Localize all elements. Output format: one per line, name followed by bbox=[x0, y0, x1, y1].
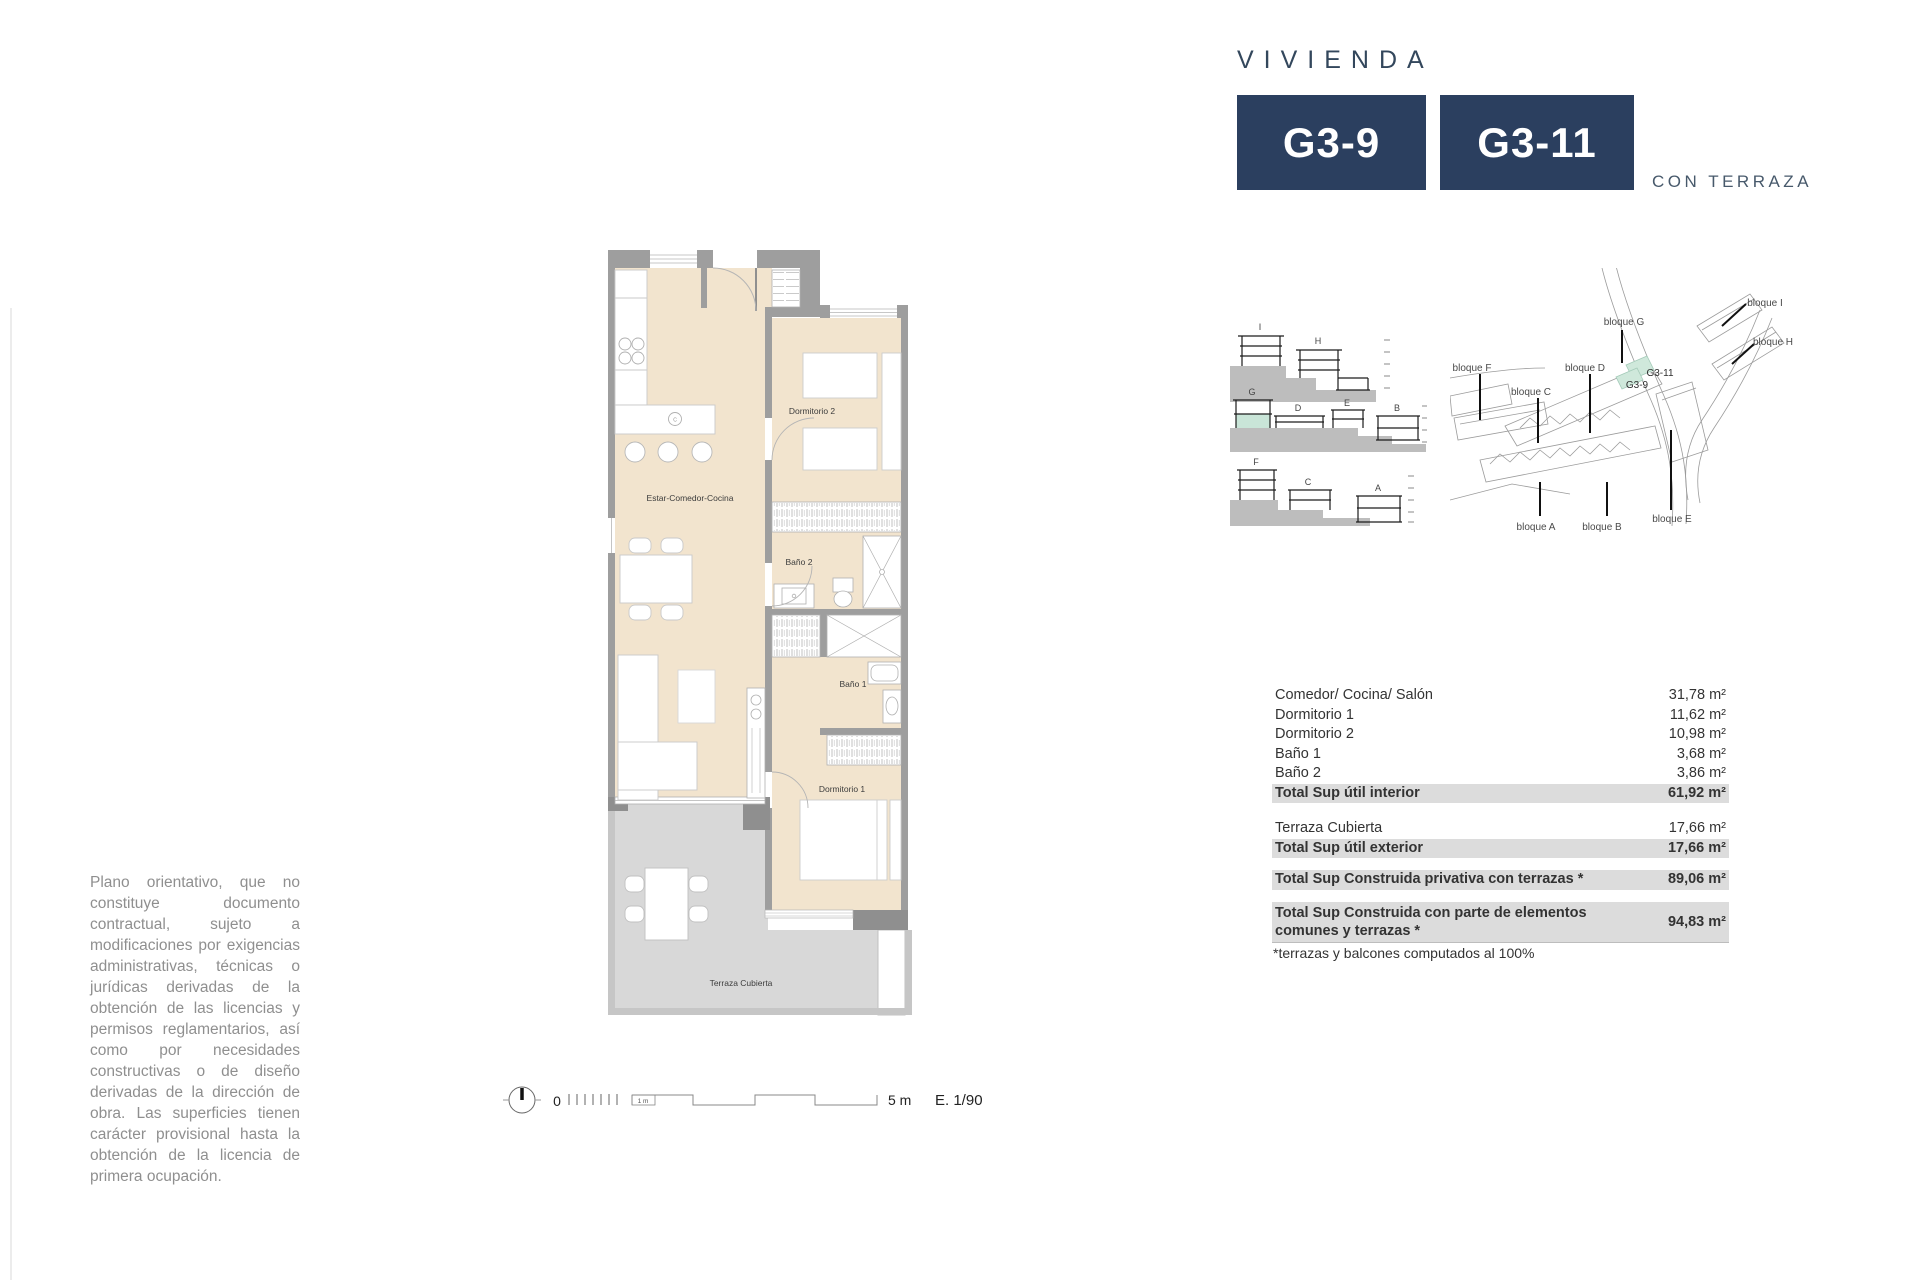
row-value: 94,83 m² bbox=[1667, 913, 1726, 930]
total-comunes-row bbox=[1272, 902, 1729, 943]
row-label: Dormitorio 1 bbox=[1275, 706, 1354, 723]
scale-zero-label: 0 bbox=[553, 1093, 561, 1109]
section-label-b: B bbox=[1393, 403, 1401, 413]
area-table bbox=[1272, 686, 1729, 963]
scale-ticks bbox=[569, 1094, 617, 1105]
total-privativa-row bbox=[1272, 870, 1729, 890]
row-label: Terraza Cubierta bbox=[1275, 820, 1383, 836]
scale-end-label: 5 m bbox=[888, 1092, 912, 1108]
site-label-bloque-g: bloque G bbox=[1603, 317, 1645, 328]
page-title: VIVIENDA bbox=[1237, 46, 1434, 74]
label-terrace: Terraza Cubierta bbox=[709, 978, 773, 988]
north-compass-icon bbox=[503, 1087, 541, 1113]
bedroom1-furniture bbox=[800, 800, 901, 880]
row-label: Baño 1 bbox=[1275, 745, 1321, 762]
label-bedroom2: Dormitorio 2 bbox=[788, 406, 836, 416]
row-label: Dormitorio 2 bbox=[1275, 726, 1354, 742]
unit-badge-g3-9: G3-9 bbox=[1237, 95, 1426, 190]
site-roads bbox=[1450, 268, 1772, 526]
site-label-bloque-i: bloque I bbox=[1747, 298, 1783, 309]
section-label-h: H bbox=[1314, 336, 1322, 346]
section-label-e: E bbox=[1343, 398, 1351, 408]
row-value: 61,92 m² bbox=[1667, 784, 1726, 801]
unit-badge-g3-11: G3-11 bbox=[1440, 95, 1634, 190]
closet-x bbox=[827, 615, 901, 657]
section-label-a: A bbox=[1374, 483, 1382, 493]
disclaimer-text: Plano orientativo, que no constituye documento contractual, sujeto a modificaciones por exigencias administrativas, técnicas o jurídicas derivadas de la obtención de las licencias y permisos reglamentarios, así como por necesidades constructivas o de diseño derivadas de la dirección de obra. Las superficies tienen carácter provisional hasta la obtención de la licencia de primera ocupación. bbox=[90, 874, 300, 1185]
total-interior-row bbox=[1272, 784, 1729, 804]
section-row-3 bbox=[1230, 457, 1414, 526]
scale-ratio-label: E. 1/90 bbox=[935, 1092, 983, 1109]
sink-label: C bbox=[673, 417, 677, 424]
row-value: 17,66 m² bbox=[1668, 820, 1726, 836]
scale-bar bbox=[495, 1078, 1015, 1126]
label-bedroom1: Dormitorio 1 bbox=[818, 784, 866, 794]
row-value: 89,06 m² bbox=[1667, 871, 1726, 887]
label-bath1: Baño 1 bbox=[839, 679, 867, 689]
table-row bbox=[1272, 764, 1729, 784]
site-label-bloque-c: bloque C bbox=[1510, 387, 1552, 398]
section-label-g: G bbox=[1248, 387, 1256, 397]
site-unit-g3-11: G3-11 bbox=[1646, 368, 1674, 379]
floor-plan bbox=[605, 248, 915, 1023]
row-label: Total Sup Construida con parte de elementos comunes y terrazas * bbox=[1275, 904, 1587, 939]
site-label-bloque-a: bloque A bbox=[1516, 522, 1556, 533]
row-label: Total Sup útil interior bbox=[1275, 784, 1420, 801]
subtitle-con-terraza: CON TERRAZA bbox=[1652, 172, 1813, 191]
table-row bbox=[1272, 745, 1729, 765]
row-value: 3,86 m² bbox=[1676, 765, 1726, 781]
section-highlight-g bbox=[1236, 414, 1270, 428]
section-label-i: I bbox=[1258, 322, 1262, 332]
row-label: Total Sup Construida privativa con terrazas * bbox=[1275, 871, 1584, 887]
site-unit-g3-9: G3-9 bbox=[1625, 380, 1649, 391]
laundry-column bbox=[747, 688, 765, 798]
table-row bbox=[1272, 819, 1729, 839]
page-edge-line bbox=[10, 308, 12, 1280]
site-leader-lines bbox=[1480, 304, 1754, 516]
total-exterior-row bbox=[1272, 839, 1729, 859]
kitchen-stools bbox=[625, 442, 712, 462]
entry-closet bbox=[772, 270, 800, 307]
scale-segment-label: 1 m bbox=[637, 1098, 649, 1105]
label-bath2: Baño 2 bbox=[785, 557, 813, 567]
table-row bbox=[1272, 725, 1729, 745]
row-label: Baño 2 bbox=[1275, 765, 1321, 781]
site-label-bloque-e: bloque E bbox=[1652, 514, 1692, 525]
site-label-bloque-b: bloque B bbox=[1582, 522, 1622, 533]
row-value: 31,78 m² bbox=[1668, 687, 1726, 703]
site-label-bloque-f: bloque F bbox=[1452, 363, 1492, 374]
site-plan bbox=[1450, 268, 1840, 568]
site-label-bloque-h: bloque H bbox=[1752, 337, 1794, 348]
row-value: 11,62 m² bbox=[1669, 706, 1726, 723]
row-value: 10,98 m² bbox=[1668, 726, 1726, 742]
row-label: Comedor/ Cocina/ Salón bbox=[1275, 687, 1433, 703]
section-label-d: D bbox=[1294, 403, 1302, 413]
site-label-bloque-d: bloque D bbox=[1564, 363, 1606, 374]
section-label-f: F bbox=[1253, 457, 1259, 467]
row-label: Total Sup útil exterior bbox=[1275, 839, 1423, 856]
section-diagrams bbox=[1228, 318, 1428, 530]
table-footnote: *terrazas y balcones computados al 100% bbox=[1273, 944, 1535, 961]
scale-stepped-bar bbox=[632, 1095, 877, 1105]
row-value: 3,68 m² bbox=[1676, 745, 1726, 762]
label-living: Estar-Comedor-Cocina bbox=[646, 493, 734, 503]
table-row bbox=[1272, 706, 1729, 726]
section-label-c: C bbox=[1304, 477, 1312, 487]
table-row bbox=[1272, 686, 1729, 706]
row-value: 17,66 m² bbox=[1667, 839, 1726, 856]
